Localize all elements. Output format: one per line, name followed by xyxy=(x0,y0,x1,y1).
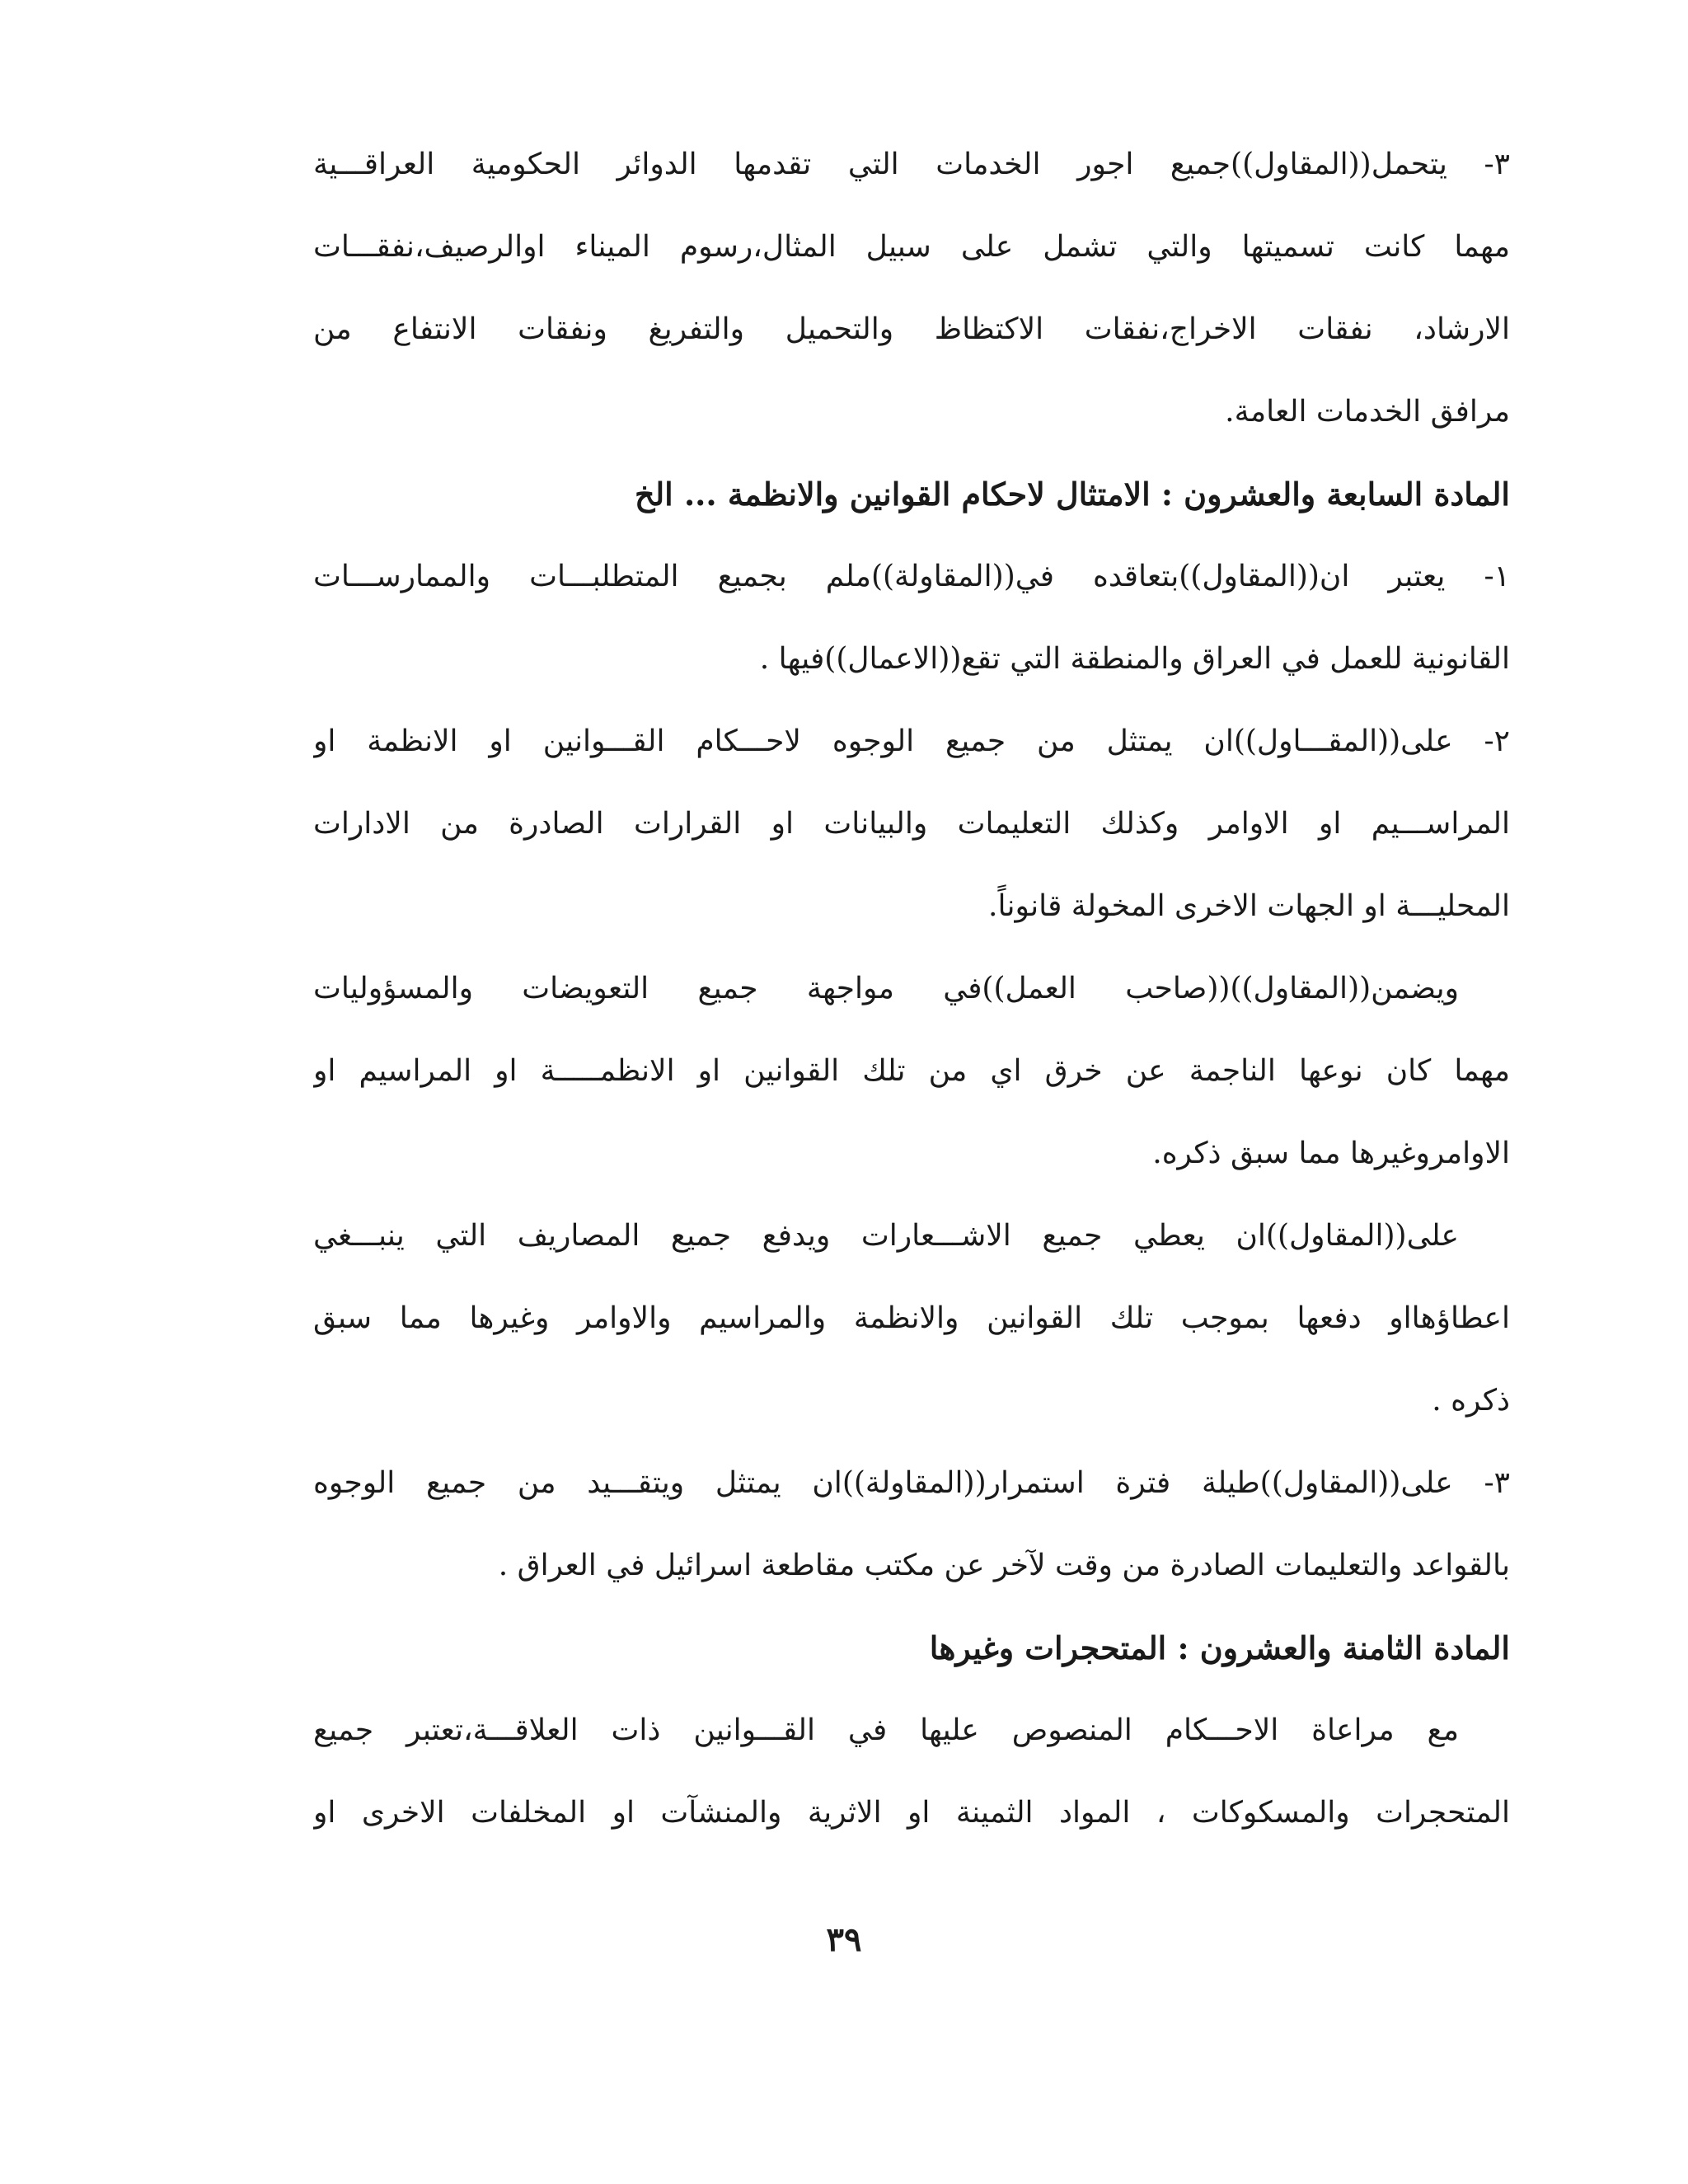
text-line: على((المقاول))ان يعطي جميع الاشـــعارات ويدفع جميع المصاريف التي ينبـــغي xyxy=(313,1219,1459,1253)
text-line: مع مراعاة الاحـــكام المنصوص عليها في القـــوانين ذات العلاقـــة،تعتبر جميع xyxy=(313,1713,1459,1747)
article-28-heading: المادة الثامنة والعشرون : المتحجرات وغيرها xyxy=(929,1629,1510,1666)
text-line: ذكره . xyxy=(1432,1384,1510,1418)
text-line: مهما كان نوعها الناجمة عن خرق اي من تلك القوانين او الانظمـــــة او المراسيم او xyxy=(313,1054,1510,1088)
document-body xyxy=(313,124,1510,1854)
text-line: بالقواعد والتعليمات الصادرة من وقت لآخر عن مكتب مقاطعة اسرائيل في العراق . xyxy=(498,1549,1510,1582)
text-line: المحليـــة او الجهات الاخرى المخولة قانوناً. xyxy=(988,889,1510,923)
text-line: مرافق الخدمات العامة. xyxy=(1225,395,1510,429)
text-line: مهما كانت تسميتها والتي تشمل على سبيل المثال،رسوم الميناء اوالرصيف،نفقـــات xyxy=(313,230,1510,264)
text-line: الارشاد، نفقات الاخراج،نفقات الاكتظاظ والتحميل والتفريغ ونفقات الانتفاع من xyxy=(313,312,1510,346)
text-line: المتحجرات والمسكوكات ، المواد الثمينة او الاثرية والمنشآت او المخلفات الاخرى او xyxy=(313,1796,1510,1830)
article-27-heading: المادة السابعة والعشرون : الامتثال لاحكام القوانين والانظمة ... الخ xyxy=(635,476,1510,513)
text-line: اعطاؤهااو دفعها بموجب تلك القوانين والانظمة والمراسيم والاوامر وغيرها مما سبق xyxy=(313,1301,1510,1335)
text-line: ٣- يتحمل((المقاول))جميع اجور الخدمات التي تقدمها الدوائر الحكومية العراقـــية xyxy=(313,148,1510,181)
text-line: ويضمن((المقاول))((صاحب العمل))في مواجهة جميع التعويضات والمسؤوليات xyxy=(313,972,1459,1005)
page-number: ٣٩ xyxy=(826,1920,862,1959)
text-line: القانونية للعمل في العراق والمنطقة التي تقع((الاعمال))فيها . xyxy=(759,642,1510,676)
text-line: ٢- على((المقـــاول))ان يمتثل من جميع الوجوه لاحـــكام القـــوانين او الانظمة او xyxy=(313,724,1510,758)
text-line: المراســـيم او الاوامر وكذلك التعليمات والبيانات او القرارات الصادرة من الادارات xyxy=(313,807,1510,841)
text-line: الاوامروغيرها مما سبق ذكره. xyxy=(1152,1137,1510,1170)
text-line: ١- يعتبر ان((المقاول))بتعاقده في((المقاولة))ملم بجميع المتطلبـــات والممارســـات xyxy=(313,560,1510,593)
text-line: ٣- على((المقاول))طيلة فترة استمرار((المقاولة))ان يمتثل ويتقـــيد من جميع الوجوه xyxy=(313,1466,1510,1500)
